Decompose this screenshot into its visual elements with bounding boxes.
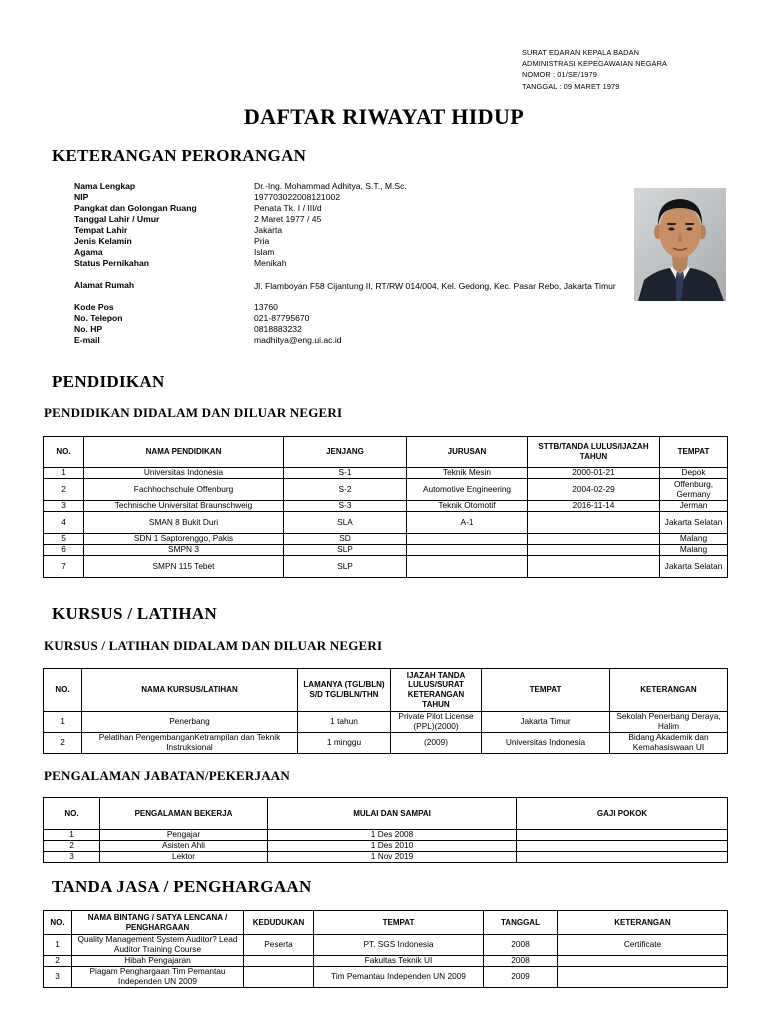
table-row	[44, 545, 728, 556]
column-header: IJAZAH TANDA LULUS/SURAT KETERANGAN TAHUN	[391, 669, 482, 712]
table-row	[44, 852, 728, 863]
personal-value: Pria	[254, 236, 270, 246]
table-cell: 1	[44, 468, 84, 479]
reference-line: NOMOR : 01/SE/1979	[522, 70, 597, 80]
personal-details	[74, 181, 629, 346]
table-cell: Private Pilot License (PPL)(2000)	[391, 712, 482, 733]
section-title-personal: KETERANGAN PERORANGAN	[52, 146, 307, 165]
table-cell	[517, 841, 728, 852]
table-cell: Quality Management System Auditor? Lead Auditor Training Course	[72, 935, 244, 956]
personal-label: Pangkat dan Golongan Ruang	[74, 203, 197, 213]
table-cell: 3	[44, 967, 72, 988]
column-header: KEDUDUKAN	[244, 911, 314, 935]
personal-label: Nama Lengkap	[74, 181, 136, 191]
personal-row	[74, 214, 629, 225]
table-header-row	[44, 798, 728, 830]
table-cell	[244, 967, 314, 988]
table-cell: 2009	[484, 967, 558, 988]
table-cell	[407, 556, 528, 578]
personal-value: Menikah	[254, 258, 287, 268]
table-cell: Malang	[660, 534, 728, 545]
table-cell: 2	[44, 479, 84, 501]
column-header: NO.	[44, 911, 72, 935]
table-cell: 2000-01-21	[528, 468, 660, 479]
table-cell	[407, 545, 528, 556]
table-cell: Bidang Akademik dan Kemahasiswaan UI	[610, 733, 728, 754]
table-cell: Tim Pemantau Independen UN 2009	[314, 967, 484, 988]
table-row	[44, 956, 728, 967]
table-row	[44, 534, 728, 545]
table-cell: 7	[44, 556, 84, 578]
table-cell: 1 Des 2008	[268, 830, 517, 841]
personal-row	[74, 225, 629, 236]
personal-value: Jakarta	[254, 225, 283, 235]
table-cell: 1	[44, 935, 72, 956]
personal-value: Jl. Flamboyan F58 Cijantung II, RT/RW 014/004, Kel. Gedong, Kec. Pasar Rebo, Jakarta Timur	[254, 280, 616, 291]
table-row	[44, 841, 728, 852]
table-cell: 1 minggu	[298, 733, 391, 754]
table-cell: Malang	[660, 545, 728, 556]
table-cell	[244, 956, 314, 967]
table-cell: 3	[44, 501, 84, 512]
table-cell: Teknik Otomotif	[407, 501, 528, 512]
table-cell: S-3	[284, 501, 407, 512]
table-cell: Automotive Engineering	[407, 479, 528, 501]
table-cell: SD	[284, 534, 407, 545]
table-cell: Piagam Penghargaan Tim Pemantau Independen UN 2009	[72, 967, 244, 988]
table-header-row	[44, 911, 728, 935]
table-row	[44, 501, 728, 512]
table-cell: 1	[44, 712, 82, 733]
table-cell: (2009)	[391, 733, 482, 754]
personal-row	[74, 258, 629, 269]
personal-label: Tempat Lahir	[74, 225, 128, 235]
column-header: LAMANYA (TGL/BLN) S/D TGL/BLN/THN	[298, 669, 391, 712]
personal-row	[74, 324, 629, 335]
table-cell: Universitas Indonesia	[482, 733, 610, 754]
table-cell: Peserta	[244, 935, 314, 956]
table-cell: Sekolah Penerbang Deraya, Halim	[610, 712, 728, 733]
reference-header	[522, 47, 667, 92]
table-cell: PT. SGS Indonesia	[314, 935, 484, 956]
personal-label: E-mail	[74, 335, 100, 345]
table-cell: A-1	[407, 512, 528, 534]
portrait-image	[634, 188, 726, 301]
column-header: GAJI POKOK	[517, 798, 728, 830]
table-cell: SMPN 3	[84, 545, 284, 556]
table-cell: SDN 1 Saptorenggo, Pakis	[84, 534, 284, 545]
table-row	[44, 733, 728, 754]
table-cell: Jakarta Selatan	[660, 512, 728, 534]
table-cell: Offenburg, Germany	[660, 479, 728, 501]
column-header: PENGALAMAN BEKERJA	[100, 798, 268, 830]
personal-label: Tanggal Lahir / Umur	[74, 214, 160, 224]
personal-row-address	[74, 269, 629, 302]
column-header: NO.	[44, 437, 84, 468]
table-cell: Asisten Ahli	[100, 841, 268, 852]
table-cell: Jakarta Timur	[482, 712, 610, 733]
document-title: DAFTAR RIWAYAT HIDUP	[243, 104, 525, 129]
column-header: NO.	[44, 669, 82, 712]
column-header: KETERANGAN	[610, 669, 728, 712]
table-cell: SLP	[284, 545, 407, 556]
table-cell: Pelatihan PengembanganKetrampilan dan Teknik Instruksional	[82, 733, 298, 754]
personal-value: 2 Maret 1977 / 45	[254, 214, 322, 224]
table-cell: 4	[44, 512, 84, 534]
personal-row	[74, 236, 629, 247]
column-header: NAMA PENDIDIKAN	[84, 437, 284, 468]
personal-row	[74, 203, 629, 214]
column-header: JURUSAN	[407, 437, 528, 468]
table-cell: 2008	[484, 935, 558, 956]
table-cell: SMPN 115 Tebet	[84, 556, 284, 578]
table-cell: 2	[44, 841, 100, 852]
personal-row	[74, 247, 629, 258]
personal-label: No. HP	[74, 324, 103, 334]
table-cell	[528, 545, 660, 556]
section-title-courses: KURSUS / LATIHAN	[52, 604, 218, 623]
personal-value: 197703022008121002	[254, 192, 341, 202]
table-cell: Pengajar	[100, 830, 268, 841]
personal-label: No. Telepon	[74, 313, 123, 323]
table-cell: 5	[44, 534, 84, 545]
awards-table	[43, 910, 728, 988]
table-cell: Teknik Mesin	[407, 468, 528, 479]
table-cell	[517, 852, 728, 863]
section-title-experience: PENGALAMAN JABATAN/PEKERJAAN	[44, 768, 290, 783]
column-header: STTB/TANDA LULUS/IJAZAH TAHUN	[528, 437, 660, 468]
table-row	[44, 479, 728, 501]
table-cell	[528, 534, 660, 545]
table-cell: 2	[44, 733, 82, 754]
personal-label: Alamat Rumah	[74, 280, 135, 290]
table-header-row	[44, 669, 728, 712]
table-row	[44, 556, 728, 578]
personal-value: madhitya@eng.ui.ac.id	[254, 335, 342, 345]
table-cell: 1 Des 2010	[268, 841, 517, 852]
table-cell: SLP	[284, 556, 407, 578]
table-cell: SLA	[284, 512, 407, 534]
table-cell: SMAN 8 Bukit Duri	[84, 512, 284, 534]
subsection-title-education: PENDIDIKAN DIDALAM DAN DILUAR NEGERI	[44, 405, 343, 420]
table-cell: 1 Nov 2019	[268, 852, 517, 863]
column-header: NO.	[44, 798, 100, 830]
personal-row	[74, 313, 629, 324]
reference-line: TANGGAL : 09 MARET 1979	[522, 81, 620, 91]
personal-row	[74, 192, 629, 203]
personal-label: Status Pernikahan	[74, 258, 149, 268]
personal-value: Dr.-Ing. Mohammad Adhitya, S.T., M.Sc.	[254, 181, 407, 191]
table-row	[44, 712, 728, 733]
table-cell: Hibah Pengajaran	[72, 956, 244, 967]
table-cell: Universitas Indonesia	[84, 468, 284, 479]
table-cell: 3	[44, 852, 100, 863]
personal-value: 0818883232	[254, 324, 302, 334]
column-header: NAMA KURSUS/LATIHAN	[82, 669, 298, 712]
personal-row	[74, 181, 629, 192]
table-cell	[407, 534, 528, 545]
profile-photo	[634, 188, 726, 301]
column-header: NAMA BINTANG / SATYA LENCANA / PENGHARGAAN	[72, 911, 244, 935]
personal-row	[74, 335, 629, 346]
table-row	[44, 967, 728, 988]
column-header: TEMPAT	[314, 911, 484, 935]
table-cell: S-2	[284, 479, 407, 501]
table-cell: Fachhochschule Offenburg	[84, 479, 284, 501]
column-header: TEMPAT	[660, 437, 728, 468]
personal-label: Jenis Kelamin	[74, 236, 132, 246]
table-cell: 2008	[484, 956, 558, 967]
table-cell: 2	[44, 956, 72, 967]
personal-value: 021-87795670	[254, 313, 310, 323]
experience-table	[43, 797, 728, 863]
table-cell: 2004-02-29	[528, 479, 660, 501]
table-cell: Lektor	[100, 852, 268, 863]
reference-line: SURAT EDARAN KEPALA BADAN	[522, 48, 640, 57]
table-cell: Depok	[660, 468, 728, 479]
table-row	[44, 830, 728, 841]
table-row	[44, 468, 728, 479]
education-table	[43, 436, 728, 578]
table-cell: Jakarta Selatan	[660, 556, 728, 578]
personal-row	[74, 302, 629, 313]
table-cell	[528, 556, 660, 578]
table-cell: Fakultas Teknik UI	[314, 956, 484, 967]
column-header: TEMPAT	[482, 669, 610, 712]
column-header: JENJANG	[284, 437, 407, 468]
table-cell: Penerbang	[82, 712, 298, 733]
section-title-education: PENDIDIKAN	[52, 372, 165, 391]
table-cell: 6	[44, 545, 84, 556]
column-header: MULAI DAN SAMPAI	[268, 798, 517, 830]
table-cell: 2016-11-14	[528, 501, 660, 512]
table-row	[44, 935, 728, 956]
personal-label: NIP	[74, 192, 89, 202]
table-cell: Technische Universitat Braunschweig	[84, 501, 284, 512]
table-cell: 1 tahun	[298, 712, 391, 733]
subsection-title-courses: KURSUS / LATIHAN DIDALAM DAN DILUAR NEGERI	[44, 638, 383, 653]
section-title-awards: TANDA JASA / PENGHARGAAN	[52, 877, 312, 896]
table-cell	[517, 830, 728, 841]
table-cell	[528, 512, 660, 534]
reference-line: ADMINISTRASI KEPEGAWAIAN NEGARA	[522, 59, 668, 69]
column-header: KETERANGAN	[558, 911, 728, 935]
column-header: TANGGAL	[484, 911, 558, 935]
table-row	[44, 512, 728, 534]
table-cell: Jerman	[660, 501, 728, 512]
personal-label: Agama	[74, 247, 103, 257]
table-cell: 1	[44, 830, 100, 841]
table-cell: Certificate	[558, 935, 728, 956]
personal-value: Islam	[254, 247, 275, 257]
table-cell	[558, 956, 728, 967]
personal-value: 13760	[254, 302, 278, 312]
table-cell	[558, 967, 728, 988]
personal-label: Kode Pos	[74, 302, 114, 312]
table-cell: S-1	[284, 468, 407, 479]
table-header-row	[44, 437, 728, 468]
courses-table	[43, 668, 728, 754]
personal-value: Penata Tk. I / III/d	[254, 203, 322, 213]
